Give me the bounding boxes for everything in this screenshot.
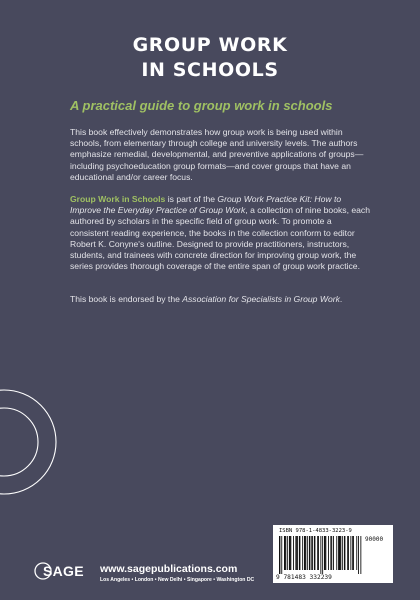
paragraph-2-body: , a collection of nine books, each authored by scholars in the specific field of group work. To promote a consistent reading experience, the books in the collection conform to editor Robert K. Conyne's outline. Designed to provide practitioners, instructors, students, and trainees with concrete direction for improving group work, the series provides thorough coverage of the entire span of group work practice. bbox=[70, 205, 370, 272]
decorative-circle-outer bbox=[0, 390, 56, 494]
book-title bbox=[0, 33, 420, 83]
association-name: Association for Specialists in Group Work bbox=[182, 294, 340, 304]
publisher-cities: Los Angeles • London • New Delhi • Singapore • Washington DC bbox=[100, 577, 255, 583]
tagline: A practical guide to group work in schools bbox=[70, 98, 333, 113]
title-line-2: IN SCHOOLS bbox=[141, 59, 279, 81]
isbn-label: ISBN 978-1-4833-3223-9 bbox=[279, 528, 352, 534]
endorsement-prefix: This book is endorsed by the bbox=[70, 294, 183, 304]
paragraph-2-connector: is part of the bbox=[165, 194, 218, 204]
endorsement-text bbox=[70, 294, 372, 305]
barcode-bars bbox=[279, 536, 363, 574]
decorative-circle-inner bbox=[0, 408, 38, 476]
paragraph-2-text bbox=[70, 194, 372, 272]
isbn-barcode bbox=[273, 525, 393, 583]
publisher-name: SAGE bbox=[43, 563, 84, 579]
title-line-1: GROUP WORK bbox=[132, 34, 288, 56]
ean-digits: 9 781483 332239 bbox=[276, 574, 332, 581]
endorsement-suffix: . bbox=[339, 294, 343, 304]
paragraph-1-text: This book effectively demonstrates how group work is being used within schools, from elementary through college and university levels. The authors emphasize remedial, developmental, and preventive applications of groups—including psychoeducation group formats—and cover groups that have an educational and/or career focus. bbox=[70, 127, 364, 182]
publisher-url: www.sagepublications.com bbox=[100, 563, 238, 575]
description-paragraph-1 bbox=[70, 127, 372, 183]
price-code: 90000 bbox=[365, 536, 384, 543]
endorsement-paragraph bbox=[70, 294, 372, 305]
practice-kit-title: Group Work Practice Kit: How to Improve the Everyday Practice of Group Work bbox=[70, 194, 342, 216]
series-book-title: Group Work in Schools bbox=[70, 194, 166, 204]
description-paragraph-2 bbox=[70, 194, 372, 272]
